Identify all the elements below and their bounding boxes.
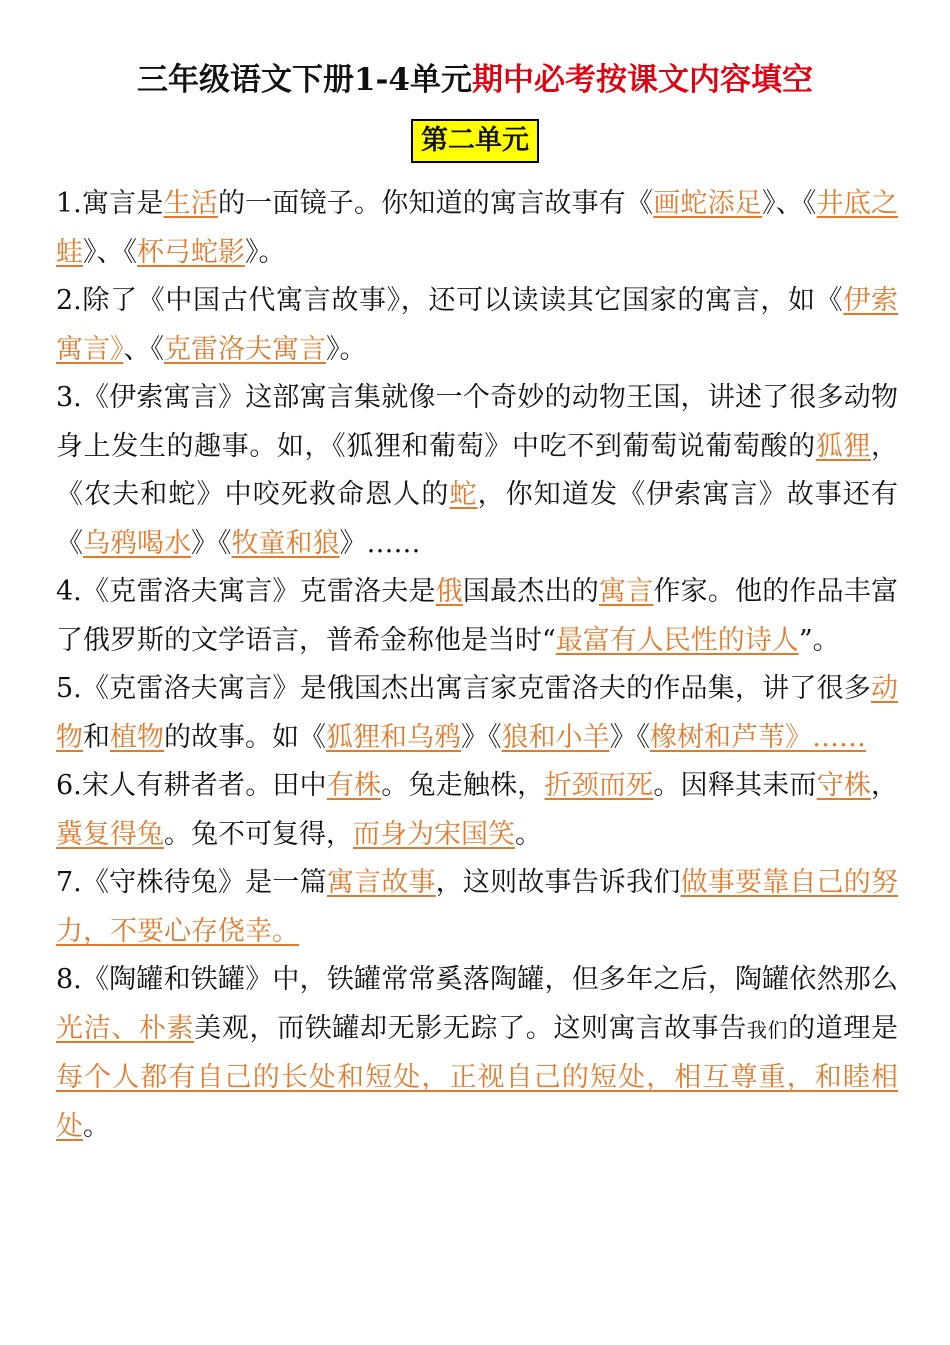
question-text: 》《 — [609, 721, 650, 753]
question-text: 我们 — [746, 1017, 789, 1042]
question-text: 和 — [83, 721, 110, 753]
question-item — [56, 277, 898, 374]
answer-blank: 每个人都有自己的长处和短处，正视自己的短处，相互尊重，和睦相处 — [56, 1062, 898, 1142]
question-item — [56, 956, 898, 1151]
question-text: 3.《伊索寓言》这部寓言集就像一个奇妙的动物王国，讲述了很多动物身上发生的趣事。如，《狐狸和葡萄》中吃不到葡萄说葡萄酸的 — [56, 382, 898, 462]
answer-blank: 蛇 — [449, 479, 478, 510]
question-text: 》。 — [326, 333, 367, 365]
question-text: 。因释其耒而 — [653, 770, 817, 801]
answer-blank: 牧童和狼 — [231, 527, 340, 559]
answer-blank: 折颈而死 — [544, 770, 654, 801]
question-text: 1.寓言是 — [56, 188, 164, 219]
title-topic-part: 期中必考按课文内容填空 — [472, 62, 813, 98]
answer-blank: 伊索寓言》 — [56, 285, 899, 365]
question-text: ，这则故事告诉我们 — [435, 867, 681, 898]
answer-blank: 而身为宋国笑 — [353, 818, 515, 850]
answer-blank: 做事要靠自己的努力，不要心存侥幸。 — [56, 867, 899, 947]
answer-blank: 狐狸 — [815, 430, 871, 462]
answer-blank: 狼和小羊 — [501, 721, 610, 753]
question-text: ，《农夫和蛇》中咬死救命恩人的 — [56, 430, 898, 510]
answer-blank: 橡树和芦苇》…… — [650, 721, 866, 753]
question-text: 、《 — [123, 333, 164, 365]
question-text: 5.《克雷洛夫寓言》是俄国杰出寓言家克雷洛夫的作品集，讲了很多 — [56, 673, 871, 704]
question-text: 》…… — [339, 527, 421, 559]
answer-blank: 最富有人民性的诗人 — [555, 624, 799, 656]
question-text: 》、《 — [762, 188, 817, 219]
answer-blank: 乌鸦喝水 — [83, 527, 191, 559]
question-text: 美观，而铁罐却无影无踪了。这则寓言故事告 — [194, 1012, 747, 1044]
question-text: 。 — [515, 818, 542, 850]
question-text: 的故事。如《 — [164, 721, 326, 753]
question-item — [56, 859, 898, 956]
question-text: 7.《守株待兔》是一篇 — [56, 867, 327, 898]
answer-blank: 克雷洛夫寓言 — [164, 333, 326, 365]
answer-blank: 杯弓蛇影 — [137, 236, 245, 268]
answer-blank: 有株 — [326, 770, 382, 801]
question-text: 》《 — [191, 527, 232, 559]
question-text: 6.宋人有耕者者。田中 — [56, 770, 327, 801]
answer-blank: 俄 — [435, 576, 463, 607]
question-text: 国最杰出的 — [462, 576, 599, 607]
question-text: 》《 — [461, 721, 502, 753]
answer-blank: 冀复得兔 — [56, 818, 164, 850]
question-text: 》、《 — [83, 236, 137, 268]
question-item — [56, 568, 898, 665]
question-text: 》。 — [245, 236, 286, 268]
question-text: 的一面镜子。你知道的寓言故事有《 — [217, 188, 654, 219]
answer-blank: 狐狸和乌鸦 — [326, 721, 461, 753]
answer-blank: 光洁、朴素 — [56, 1012, 195, 1044]
unit-label: 第二单元 — [411, 119, 539, 163]
question-text: 。兔走触株， — [381, 770, 545, 801]
question-item — [56, 665, 898, 762]
question-item — [56, 374, 898, 568]
answer-blank: 守株 — [816, 770, 872, 801]
answer-blank: 动物 — [56, 673, 898, 753]
title-grade-part: 三年级语文下册1-4单元 — [136, 62, 472, 98]
question-text: ”。 — [798, 624, 840, 656]
question-text: 8.《陶罐和铁罐》中，铁罐常常奚落陶罐，但多年之后，陶罐依然那么 — [56, 964, 898, 995]
answer-blank: 生活 — [163, 188, 218, 219]
question-text: 。 — [83, 1110, 110, 1142]
question-text: 4.《克雷洛夫寓言》克雷洛夫是 — [56, 576, 436, 607]
answer-blank: 植物 — [110, 721, 164, 753]
question-text: ，你知道发《伊索寓言》故事还有《 — [56, 479, 899, 559]
question-item — [56, 762, 898, 859]
page-title — [0, 58, 950, 102]
unit-label-wrap — [0, 119, 950, 163]
answer-blank: 井底之蛙 — [56, 188, 899, 268]
question-text: 。兔不可复得， — [164, 818, 353, 850]
question-text: ， — [871, 770, 899, 801]
question-item — [56, 180, 898, 277]
question-list — [56, 180, 898, 1151]
answer-blank: 寓言 — [598, 576, 654, 607]
question-text: 2.除了《中国古代寓言故事》，还可以读读其它国家的寓言，如《 — [56, 285, 844, 316]
question-text: 作家。他的作品丰富了俄罗斯的文学语言，普希金称他是当时“ — [56, 576, 899, 656]
answer-blank: 寓言故事 — [326, 867, 436, 898]
question-text: 的道理是 — [788, 1012, 899, 1044]
answer-blank: 画蛇添足 — [653, 188, 763, 219]
